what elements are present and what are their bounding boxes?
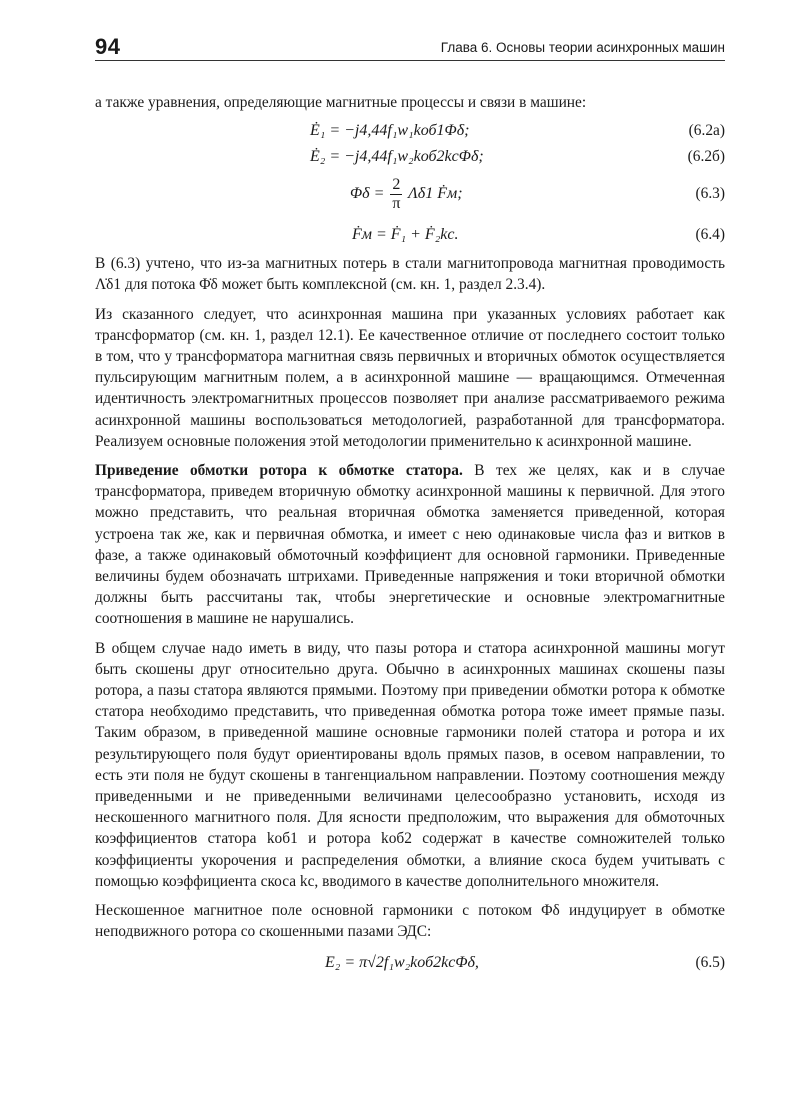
- equation-number: (6.5): [695, 953, 725, 971]
- paragraph-5: Нескошенное магнитное поле основной гармоники с потоком Φδ индуцирует в обмотке неподвижного ротора со скошенными пазами ЭДС:: [95, 902, 725, 941]
- paragraph-2: Из сказанного следует, что асинхронная машина при указанных условиях работает как трансформатор (см. кн. 1, раздел 12.1). Ее качественное отличие от последнего состоит только в том, что у трансформатора магнитная связь первичных и вторичных обмоток осуществляется пульсирующим магнитным полем, а в асинхронной машине — вращающимся. Отмеченная идентичность электромагнитных процессов позволяет при анализе рассматриваемого режима асинхронной машины воспользоваться методологией, разработанной для трансформатора. Реализуем основные положения этой методологии применительно к асинхронной машине.: [95, 305, 725, 450]
- equation-formula: E₂ = π√2f₁w₂kоб2kсΦδ,: [325, 953, 479, 971]
- equation-6-2b: [95, 145, 725, 169]
- equation-number: (6.4): [695, 226, 725, 244]
- equation-6-5: [95, 951, 725, 975]
- paragraph-4: В общем случае надо иметь в виду, что пазы ротора и статора асинхронной машины могут быть скошены друг относительно друга. Обычно в асинхронных машинах скошены пазы ротора, а пазы статора являются прямыми. Поэтому при приведении обмотки ротора к обмотке статора необходимо представить, что приведенная обмотка ротора тоже имеет прямые пазы. Таким образом, в приведенной машине основные гармоники полей статора и ротора и их результирующего поля будут ориентированы вдоль прямых пазов, в осевом направлении, то есть эти поля не будут скошены в тангенциальном направлении. Поэтому соотношения между приведенными и не приведенными величинами целесообразно установить, исходя из нескошенного магнитного поля. Для ясности предположим, что выражения для обмоточных коэффициентов статора kоб1 и ротора kоб2 содержат в качестве сомножителей только коэффициенты укорочения и распределения обмотки, а влияние скоса будем учитывать с помощью коэффициента скоса kс, вводимого в качестве дополнительного множителя.: [95, 639, 725, 890]
- equation-number: (6.2а): [688, 122, 725, 140]
- page-header: [95, 30, 725, 61]
- section-heading: Приведение обмотки ротора к обмотке статора.: [95, 462, 463, 480]
- page-body: [95, 92, 725, 977]
- equation-formula-left: Φ̇δ =: [350, 185, 385, 203]
- equation-number: (6.2б): [687, 148, 725, 166]
- paragraph-3-text: В тех же целях, как и в случае трансформатора, приведем вторичную обмотку асинхронной машины к первичной. Для этого можно представить, что реальная вторичная обмотка заменяется приведенной, которая устроена так же, как и первичная обмотка, и имеет с нею одинаковые числа фаз и витков в фазе, а также одинаковый обмоточный коэффициент для основной гармоники. Приведенные величины будем обозначать штрихами. Приведенные напряжения и токи вторичной обмотки должны быть рассчитаны так, чтобы энергетические и основные электромагнитные соотношения в машине не нарушались.: [95, 462, 725, 628]
- equation-formula-right: Λ̇δ1 Ḟм;: [408, 185, 463, 203]
- intro-paragraph: а также уравнения, определяющие магнитные процессы и связи в машине:: [95, 94, 587, 111]
- equation-formula: Ė₂ = −j4,44f₁w₂kоб2kсΦ̇δ;: [310, 148, 484, 166]
- page-number: 94: [95, 34, 121, 59]
- equation-6-4: [95, 223, 725, 247]
- fraction: [390, 176, 402, 213]
- equation-formula: Ė₁ = −j4,44f₁w₁kоб1Φ̇δ;: [310, 122, 470, 140]
- paragraph-3: [95, 460, 725, 630]
- fraction-numerator: 2: [392, 176, 401, 194]
- equation-6-3: [95, 171, 725, 217]
- paragraph-1: В (6.3) учтено, что из-за магнитных потерь в стали магнитопровода магнитная проводимость Λ̇δ1 для потока Φ̇δ может быть комплексной (см. кн. 1, раздел 2.3.4).: [95, 255, 725, 294]
- fraction-denominator: π: [392, 195, 401, 213]
- chapter-title: Глава 6. Основы теории асинхронных машин: [440, 40, 725, 55]
- equation-number: (6.3): [695, 185, 725, 203]
- equation-6-2a: [95, 119, 725, 143]
- equation-formula: Ḟм = Ḟ₁ + Ḟ₂kс.: [352, 226, 459, 244]
